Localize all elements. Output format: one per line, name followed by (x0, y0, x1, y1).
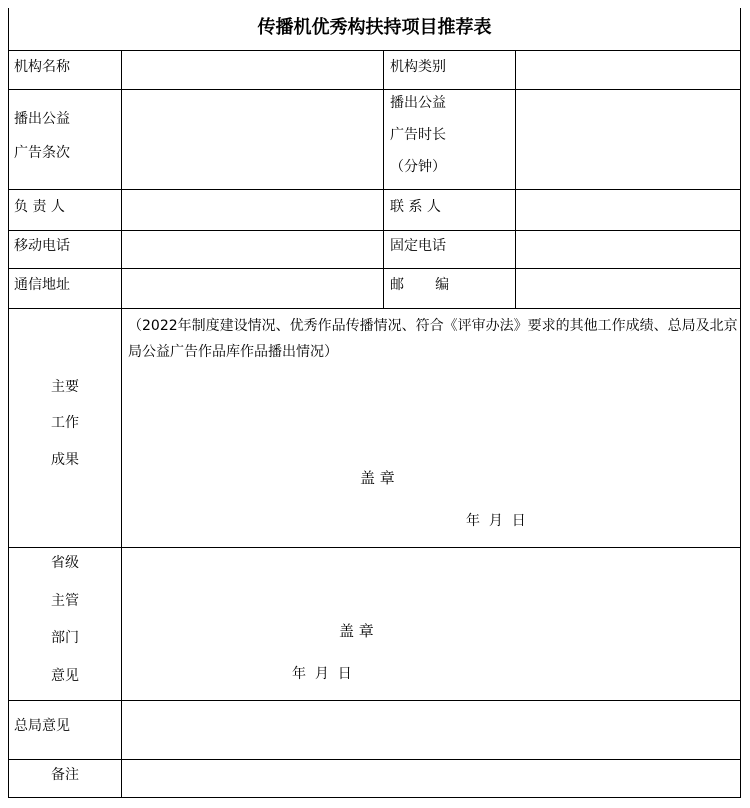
achievements-note: （2022年制度建设情况、优秀作品传播情况、符合《评审办法》要求的其他工作成绩、总局及北京局公益广告作品库作品播出情况） (128, 318, 738, 360)
achievements-stamp: 盖 章 (360, 469, 395, 487)
landline-label: 固定电话 (390, 238, 446, 254)
org-name-field[interactable] (122, 51, 383, 89)
form-title: 传播机优秀构扶持项目推荐表 (257, 17, 492, 38)
table-border (383, 50, 384, 308)
landline-field[interactable] (516, 231, 740, 268)
table-border (8, 308, 741, 309)
provincial-opinion-field[interactable] (122, 548, 740, 700)
org-name-label: 机构名称 (14, 59, 70, 75)
remarks-field[interactable] (122, 760, 740, 797)
person-in-charge-field[interactable] (122, 190, 383, 230)
broadcast-count-label-line2: 广告条次 (14, 145, 70, 161)
achievements-label-line2: 工作 (51, 415, 79, 431)
provincial-stamp: 盖 章 (339, 622, 374, 640)
achievements-date: 年 月 日 (466, 513, 526, 529)
postcode-label: 邮 编 (390, 277, 450, 293)
broadcast-duration-label-line1: 播出公益 (390, 95, 446, 111)
broadcast-duration-label-line3: （分钟） (390, 159, 446, 175)
provincial-label-line1: 省级 (51, 555, 79, 571)
mobile-field[interactable] (122, 231, 383, 268)
recommendation-form (8, 8, 741, 799)
broadcast-duration-field[interactable] (516, 90, 740, 189)
hq-opinion-field[interactable] (122, 701, 740, 759)
achievements-label-line3: 成果 (51, 452, 79, 468)
broadcast-count-field[interactable] (122, 90, 383, 189)
broadcast-duration-label-line2: 广告时长 (390, 127, 446, 143)
org-type-label: 机构类别 (390, 59, 446, 75)
achievements-label-line1: 主要 (51, 379, 79, 395)
remarks-label: 备注 (51, 767, 79, 783)
provincial-date: 年 月 日 (292, 666, 352, 682)
person-in-charge-label: 负 责 人 (14, 199, 65, 215)
provincial-label-line3: 部门 (51, 630, 79, 646)
table-border (740, 8, 741, 798)
hq-opinion-label: 总局意见 (14, 718, 70, 734)
provincial-label-line2: 主管 (51, 593, 79, 609)
contact-person-field[interactable] (516, 190, 740, 230)
table-border (8, 797, 741, 798)
mobile-label: 移动电话 (14, 238, 70, 254)
postcode-field[interactable] (516, 269, 740, 308)
address-label: 通信地址 (14, 277, 70, 293)
org-type-field[interactable] (516, 51, 740, 89)
provincial-label-line4: 意见 (51, 668, 79, 684)
table-border (8, 8, 9, 798)
broadcast-count-label-line1: 播出公益 (14, 111, 70, 127)
address-field[interactable] (122, 269, 383, 308)
contact-person-label: 联 系 人 (390, 199, 441, 215)
